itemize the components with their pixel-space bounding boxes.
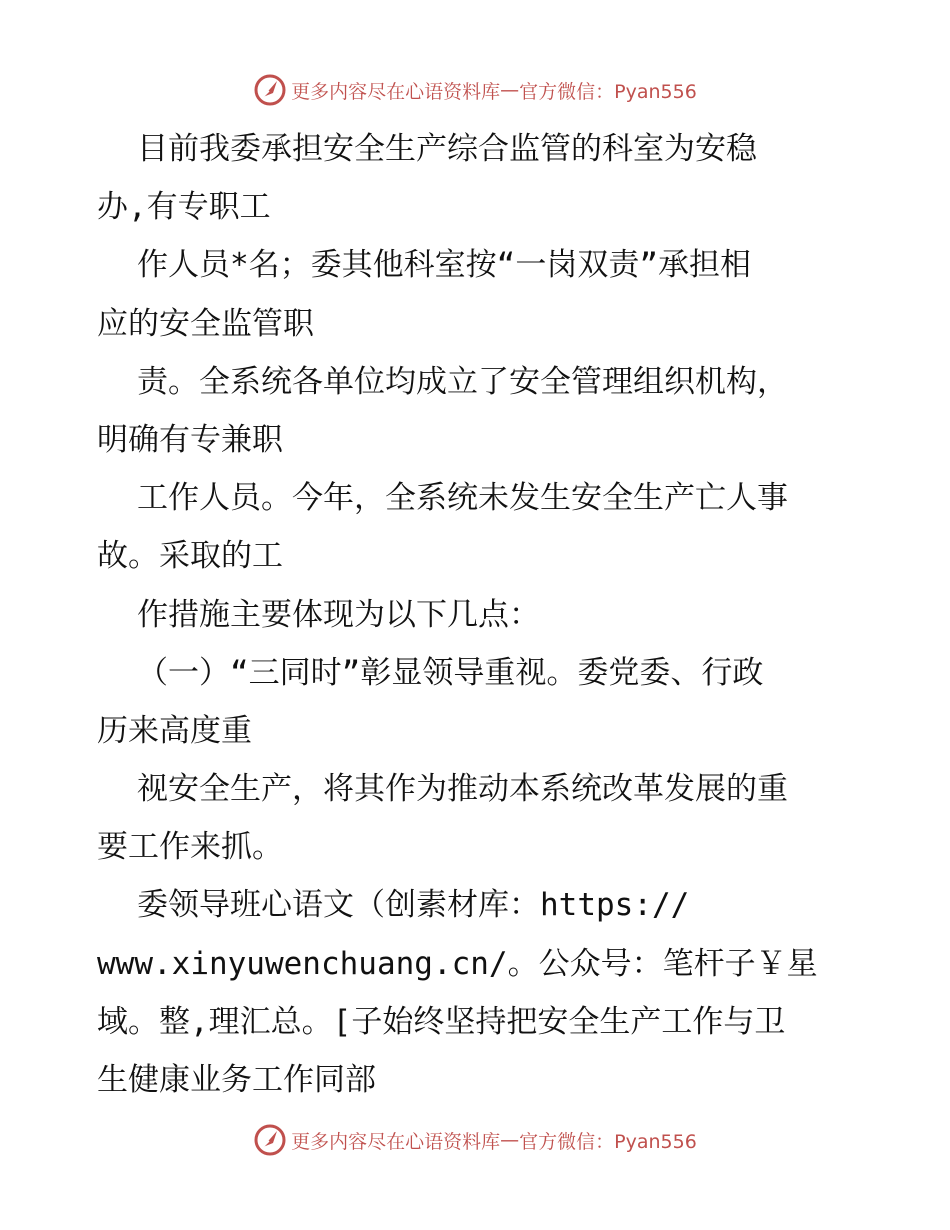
text-line: 责。全系统各单位均成立了安全管理组织机构， <box>137 363 788 400</box>
text-line: 生健康业务工作同部 <box>97 1062 376 1098</box>
quill-logo-icon <box>253 1123 287 1157</box>
banner-text: 更多内容尽在心语资料库 <box>291 1130 501 1153</box>
text-line: 视安全生产，将其作为推动本系统改革发展的重 <box>137 771 788 808</box>
text-line: 工作人员。今年，全系统未发生安全生产亡人事 <box>137 480 788 517</box>
banner-dash: — <box>500 79 520 101</box>
text-line: 应的安全监管职 <box>97 305 314 342</box>
text-line: 故。采取的工 <box>97 538 283 575</box>
banner-dash: — <box>500 1129 520 1151</box>
text-line: 要工作来抓。 <box>97 829 283 866</box>
text-line: 作人员*名；委其他科室按“一岗双责”承担相 <box>137 247 751 284</box>
banner-text: 更多内容尽在心语资料库 <box>291 80 501 103</box>
banner-wechat: 官方微信：Pyan556 <box>519 80 697 103</box>
text-line: 委领导班心语文（创素材库：https:// <box>137 887 690 924</box>
text-line: （一）“三同时”彰显领导重视。委党委、行政 <box>137 654 764 691</box>
quill-logo-icon <box>253 73 287 107</box>
text-line: 域。整,理汇总。[子始终坚持把安全生产工作与卫 <box>97 1003 786 1040</box>
text-line: 办,有专职工 <box>97 189 271 226</box>
text-line: www.xinyuwenchuang.cn/。公众号：笔杆子￥星 <box>97 945 818 982</box>
header-watermark-banner <box>0 70 950 110</box>
footer-watermark-banner <box>0 1120 950 1160</box>
document-body <box>97 120 867 1109</box>
text-line: 目前我委承担安全生产综合监管的科室为安稳 <box>137 131 757 167</box>
text-line: 历来高度重 <box>97 712 252 749</box>
text-line: 作措施主要体现为以下几点： <box>137 596 540 633</box>
text-line: 明确有专兼职 <box>97 421 283 458</box>
banner-wechat: 官方微信：Pyan556 <box>519 1130 697 1153</box>
